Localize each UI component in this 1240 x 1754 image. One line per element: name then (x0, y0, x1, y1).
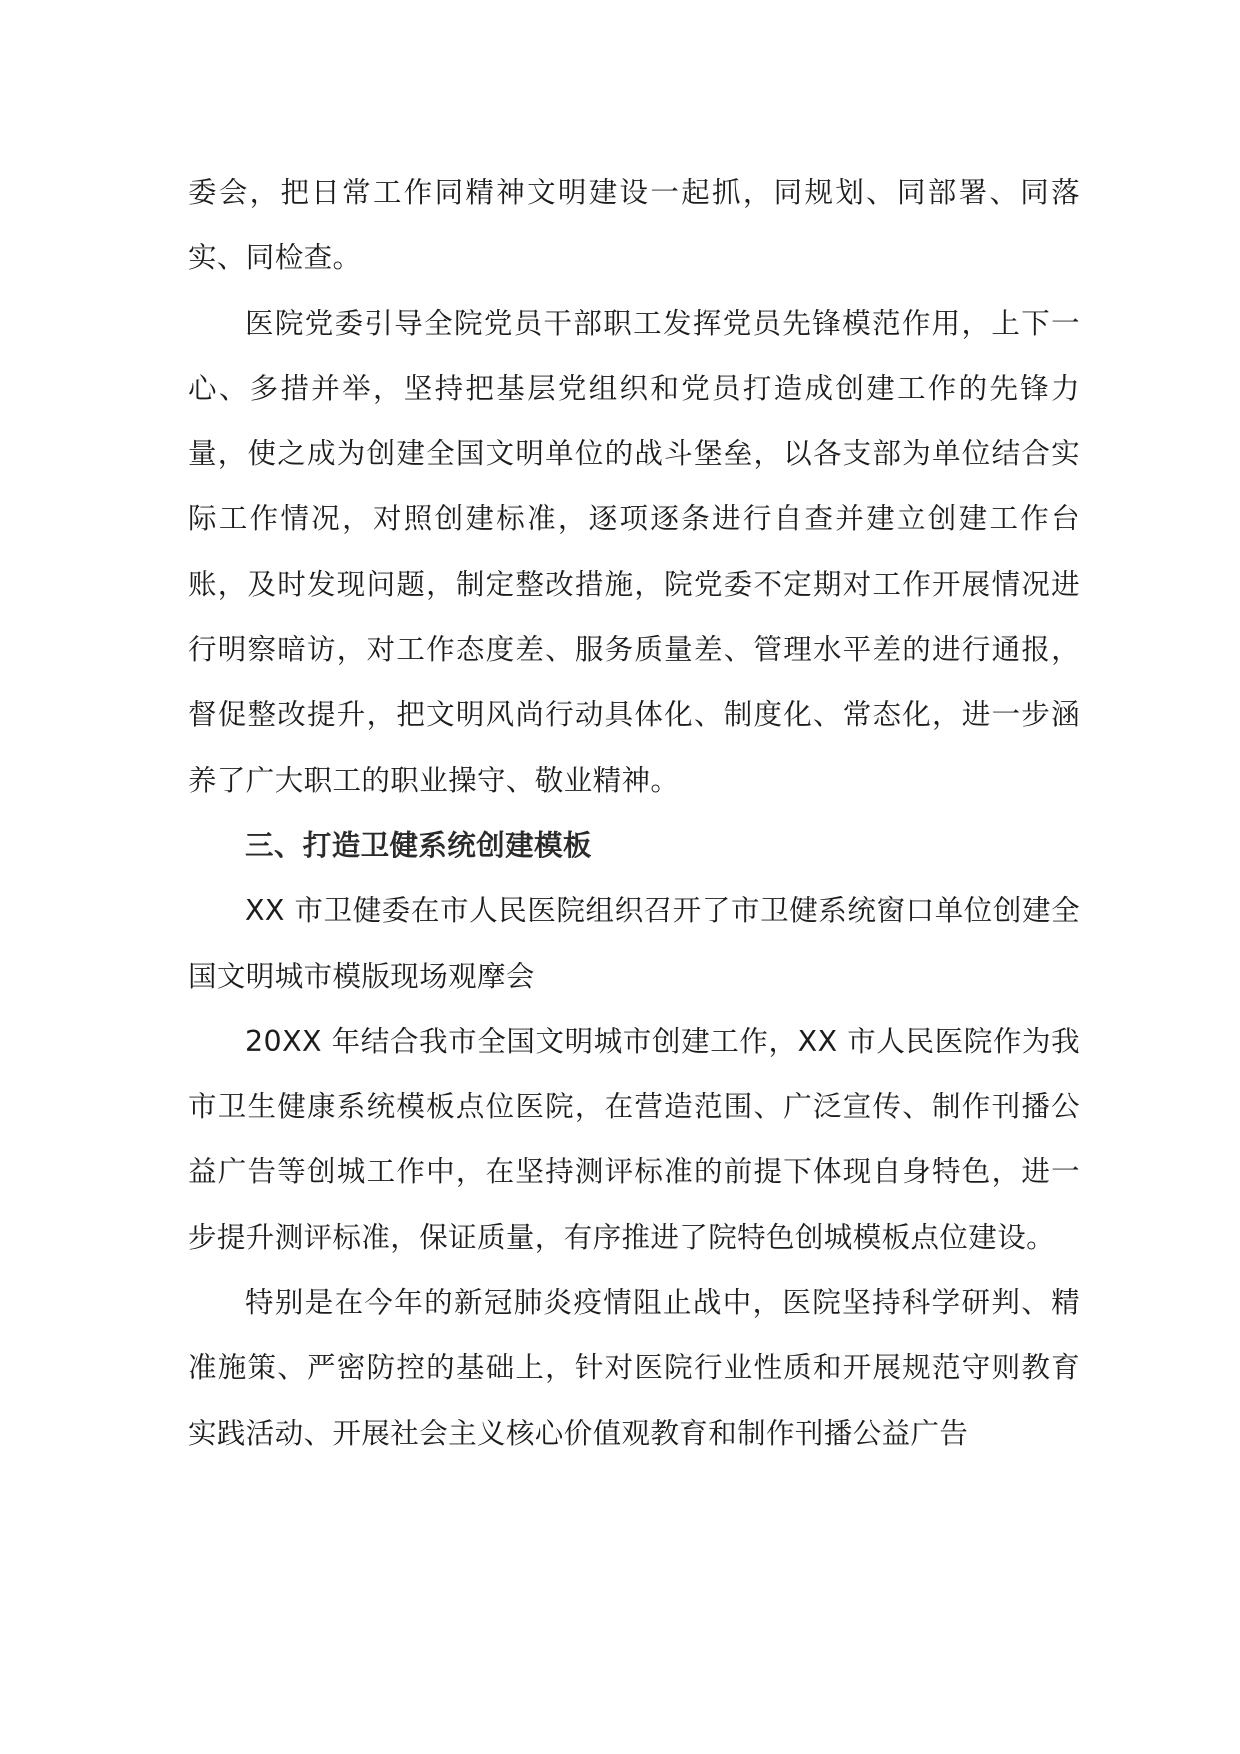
document-page (188, 160, 1080, 1466)
section-heading: 三、打造卫健系统创建模板 (245, 828, 592, 862)
paragraph-continuation: 委会，把日常工作同精神文明建设一起抓，同规划、同部署、同落实、同检查。 (188, 176, 1080, 275)
paragraph-observation-meeting: XX 市卫健委在市人民医院组织召开了市卫健系统窗口单位创建全国文明城市模版现场观摩会 (188, 894, 1080, 993)
paragraph-epidemic: 特别是在今年的新冠肺炎疫情阻止战中，医院坚持科学研判、精准施策、严密防控的基础上，针对医院行业性质和开展规范守则教育实践活动、开展社会主义核心价值观教育和制作刊播公益广告 (188, 1286, 1080, 1450)
paragraph-party-committee: 医院党委引导全院党员干部职工发挥党员先锋模范作用，上下一心、多措并举，坚持把基层党组织和党员打造成创建工作的先锋力量，使之成为创建全国文明单位的战斗堡垒，以各支部为单位结合实际工作情况，对照创建标准，逐项逐条进行自查并建立创建工作台账，及时发现问题，制定整改措施，院党委不定期对工作开展情况进行明察暗访，对工作态度差、服务质量差、管理水平差的进行通报，督促整改提升，把文明风尚行动具体化、制度化、常态化，进一步涵养了广大职工的职业操守、敬业精神。 (188, 306, 1080, 797)
paragraph-template-hospital: 20XX 年结合我市全国文明城市创建工作，XX 市人民医院作为我市卫生健康系统模板点位医院，在营造范围、广泛宣传、制作刊播公益广告等创城工作中，在坚持测评标准的前提下体现自身特色，进一步提升测评标准，保证质量，有序推进了院特色创城模板点位建设。 (188, 1024, 1080, 1254)
